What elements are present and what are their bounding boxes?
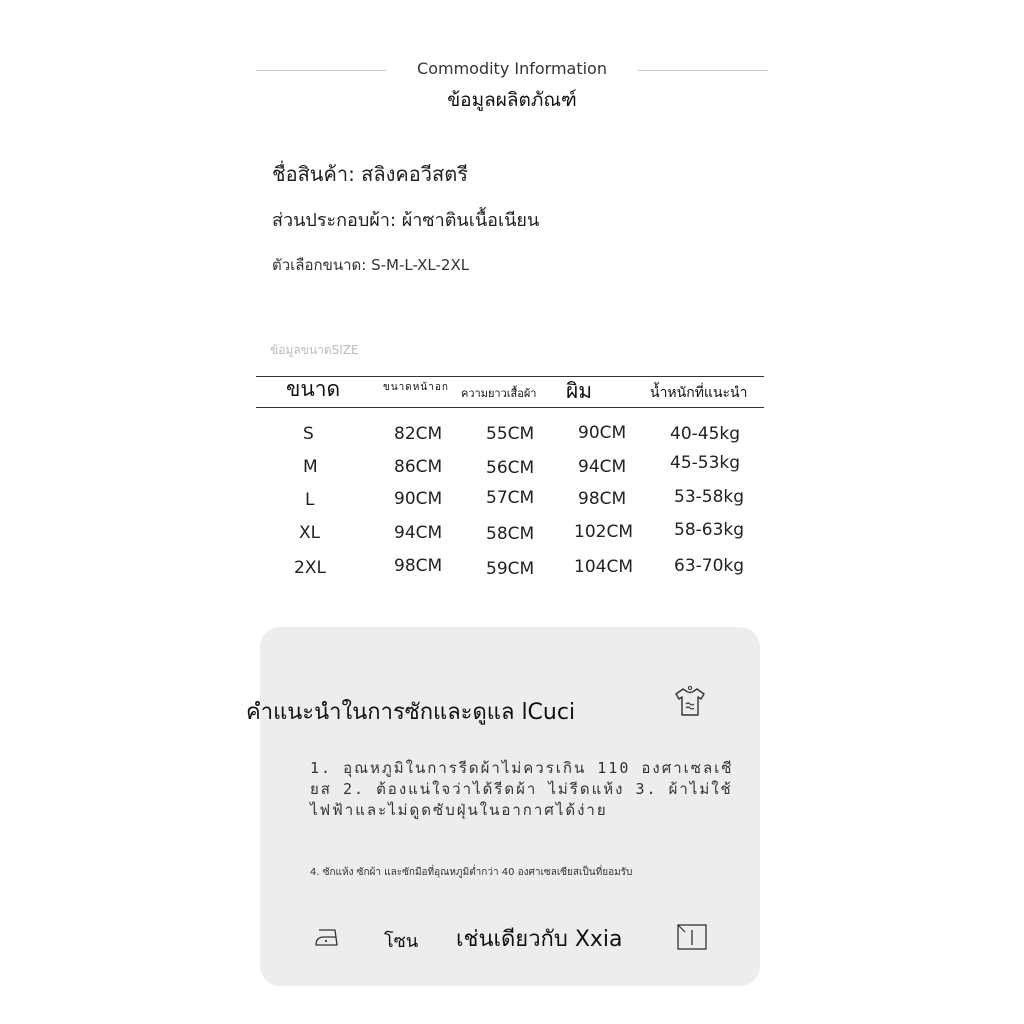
row-s-weight: 40-45kg bbox=[670, 424, 741, 444]
header-bust: ขนาดหน้าอก bbox=[383, 382, 449, 393]
row-l-bust: 90CM bbox=[394, 489, 443, 509]
shirt-wash-icon bbox=[672, 684, 708, 720]
row-s-length: 55CM bbox=[486, 424, 535, 444]
product-sizes: ตัวเลือกขนาด: S-M-L-XL-2XL bbox=[272, 256, 470, 274]
row-xl-length: 58CM bbox=[486, 524, 535, 544]
row-m-hip: 94CM bbox=[578, 457, 627, 477]
care-title: คำแนะนำในการซักและดูแล lCuci bbox=[246, 700, 576, 725]
row-2xl-size: 2XL bbox=[294, 558, 326, 578]
row-2xl-length: 59CM bbox=[486, 559, 535, 579]
row-xl-weight: 58-63kg bbox=[674, 520, 745, 540]
row-2xl-hip: 104CM bbox=[574, 557, 633, 577]
row-s-size: S bbox=[303, 424, 314, 444]
row-2xl-weight: 63-70kg bbox=[674, 556, 745, 576]
row-m-length: 56CM bbox=[486, 458, 535, 478]
header-length: ความยาวเสื้อผ้า bbox=[461, 387, 537, 400]
row-xl-size: XL bbox=[299, 523, 321, 543]
header-size: ขนาด bbox=[286, 377, 341, 401]
size-table-header-rule bbox=[256, 407, 764, 408]
header-title-th: ข้อมูลผลิตภัณฑ์ bbox=[447, 89, 577, 111]
care-bottom-left: โซน bbox=[384, 931, 419, 952]
row-m-weight: 45-53kg bbox=[670, 453, 741, 473]
iron-icon bbox=[313, 924, 345, 950]
row-l-hip: 98CM bbox=[578, 489, 627, 509]
row-xl-bust: 94CM bbox=[394, 523, 443, 543]
header-hip: ผิม bbox=[566, 379, 593, 403]
header-weight: น้ำหนักที่แนะนำ bbox=[650, 385, 748, 401]
care-instructions: 1. อุณหภูมิในการรีดผ้าไม่ควรเกิน 110 องศาเซลเซียส 2. ต้องแน่ใจว่าได้รีดผ้า ไม่รีดแห้ง 3. ผ้าไม่ใช้ไฟฟ้าและไม่ดูดซับฝุ่นในอากาศได้ง่าย bbox=[310, 759, 734, 819]
row-s-bust: 82CM bbox=[394, 424, 443, 444]
tumble-dry-icon bbox=[676, 923, 708, 951]
header-title-en: Commodity Information bbox=[417, 59, 607, 78]
row-2xl-bust: 98CM bbox=[394, 556, 443, 576]
row-s-hip: 90CM bbox=[578, 423, 627, 443]
care-note: 4. ซักแห้ง ซักผ้า และซักมือที่อุณหภูมิต่ำกว่า 40 องศาเซลเซียสเป็นที่ยอมรับ bbox=[310, 867, 633, 878]
care-bottom-center: เช่นเดียวกับ Xxia bbox=[456, 927, 623, 952]
row-l-size: L bbox=[305, 490, 315, 510]
row-l-weight: 53-58kg bbox=[674, 487, 745, 507]
row-l-length: 57CM bbox=[486, 488, 535, 508]
row-m-bust: 86CM bbox=[394, 457, 443, 477]
row-xl-hip: 102CM bbox=[574, 522, 633, 542]
row-m-size: M bbox=[303, 457, 318, 477]
product-name: ชื่อสินค้า: สลิงคอวีสตรี bbox=[272, 162, 468, 186]
size-table-caption: ข้อมูลขนาดSIZE bbox=[270, 343, 359, 357]
product-fabric: ส่วนประกอบผ้า: ผ้าซาตินเนื้อเนียน bbox=[272, 210, 540, 231]
